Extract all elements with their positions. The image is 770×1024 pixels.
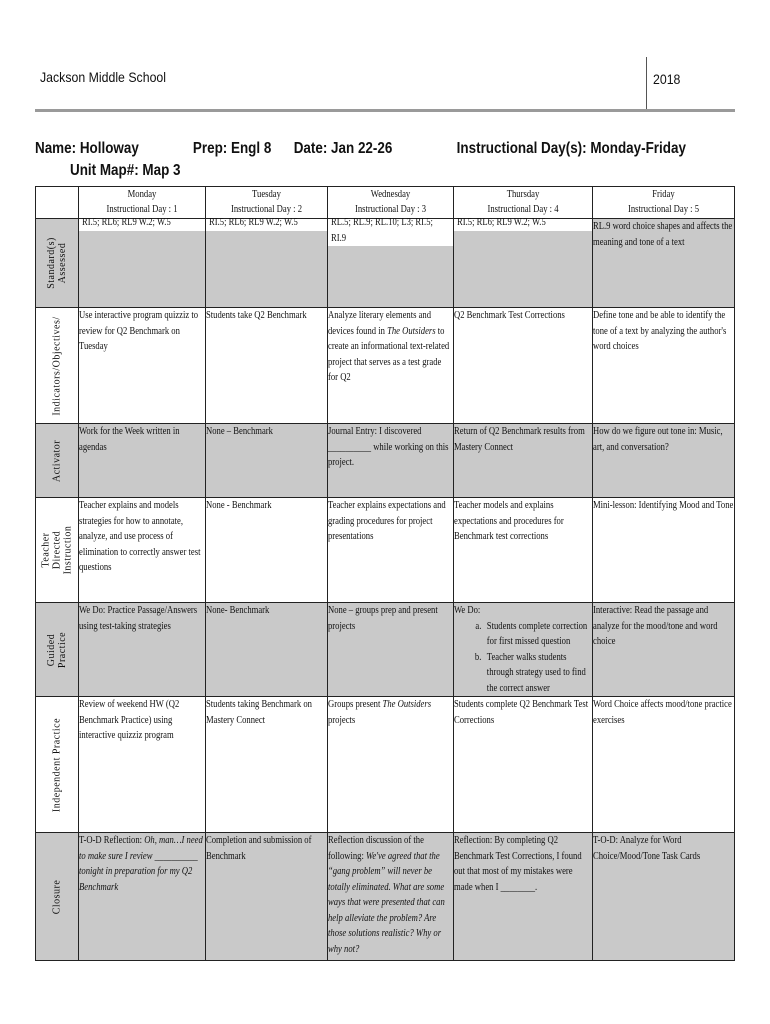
list-item: a. Students complete correction for first missed question: [484, 619, 593, 650]
day-name: Friday: [652, 189, 675, 200]
standards-thursday: RI.5; RL6; RL9 W.2; W.5: [454, 219, 593, 308]
we-do-label: We Do:: [454, 605, 481, 616]
school-name: Jackson Middle School: [40, 69, 167, 85]
day-header-monday: [79, 187, 206, 219]
instructional-days: Instructional Day(s): Monday-Friday: [456, 140, 686, 157]
day-label: Instructional Day : 2: [230, 204, 303, 215]
closure-wednesday: Reflection discussion of the following: We've agreed that the “gang problem” will never be totally eliminated. What are some ways that were presented that can help alleviate the problem? Are those solutions realistic? Why or why not?: [328, 833, 454, 961]
date-range: Date: Jan 22-26: [293, 140, 393, 157]
day-name: Thursday: [506, 189, 540, 200]
standards-wednesday: RL.5; RL.9; RL.10; L3; RI.5; RI.9: [328, 219, 454, 308]
row-label-text: Standard(s) Assessed: [46, 237, 68, 289]
row-label-guided-practice: Guided Practice: [36, 603, 79, 697]
closure-thursday: Reflection: By completing Q2 Benchmark Test Corrections, I found out that most of my mistakes were made when I ________.: [454, 833, 593, 961]
row-activator: [36, 424, 735, 498]
list-item: b. Teacher walks students through strategy used to find the correct answer: [484, 650, 593, 697]
row-label-activator: Activator: [36, 424, 79, 498]
teacher-directed-friday: Mini-lesson: Identifying Mood and Tone: [593, 498, 735, 603]
day-header-tuesday: [206, 187, 328, 219]
guided-tuesday: None- Benchmark: [206, 603, 328, 697]
teacher-name: Name: Holloway: [35, 140, 139, 157]
day-label: Instructional Day : 3: [354, 204, 427, 215]
teacher-directed-thursday: Teacher models and explains expectations and procedures for Benchmark test corrections: [454, 498, 593, 603]
guided-friday: Interactive: Read the passage and analyze for the mood/tone and word choice: [593, 603, 735, 697]
row-independent-practice: [36, 697, 735, 833]
year: 2018: [653, 71, 681, 87]
indicators-tuesday: Students take Q2 Benchmark: [206, 308, 328, 424]
teacher-directed-tuesday: None - Benchmark: [206, 498, 328, 603]
row-label-closure: Closure: [36, 833, 79, 961]
row-label-independent-practice: Independent Practice: [36, 697, 79, 833]
row-closure: [36, 833, 735, 961]
guided-thursday: [454, 603, 593, 697]
guided-monday: We Do: Practice Passage/Answers using test-taking strategies: [79, 603, 206, 697]
closure-friday: T-O-D: Analyze for Word Choice/Mood/Tone Task Cards: [593, 833, 735, 961]
activator-friday: How do we figure out tone in: Music, art, and conversation?: [593, 424, 735, 498]
unit-map: Unit Map#: Map 3: [70, 162, 181, 179]
activator-tuesday: None – Benchmark: [206, 424, 328, 498]
prep: Prep: Engl 8: [192, 140, 272, 157]
activator-thursday: Return of Q2 Benchmark results from Mastery Connect: [454, 424, 593, 498]
row-teacher-directed: [36, 498, 735, 603]
independent-friday: Word Choice affects mood/tone practice exercises: [593, 697, 735, 833]
row-standards: [36, 219, 735, 308]
row-guided-practice: [36, 603, 735, 697]
lesson-plan-table: [35, 186, 735, 961]
day-name: Monday: [127, 189, 157, 200]
standards-friday: RL.9 word choice shapes and affects the meaning and tone of a text: [593, 219, 735, 308]
day-label: Instructional Day : 4: [487, 204, 559, 215]
guided-wednesday: None – groups prep and present projects: [328, 603, 454, 697]
header-divider: [646, 57, 647, 109]
guided-steps-list: [454, 619, 592, 697]
closure-tuesday: Completion and submission of Benchmark: [206, 833, 328, 961]
closure-monday: T-O-D Reflection: Oh, man…I need to make sure I review __________ tonight in preparation for my Q2 Benchmark: [79, 833, 206, 961]
day-header-thursday: [454, 187, 593, 219]
day-name: Tuesday: [252, 189, 281, 200]
corner-cell: [36, 187, 79, 219]
independent-monday: Review of weekend HW (Q2 Benchmark Practice) using interactive quizziz program: [79, 697, 206, 833]
teacher-directed-monday: Teacher explains and models strategies for how to annotate, analyze, and use process of elimination to correctly answer test questions: [79, 498, 206, 603]
row-indicators: [36, 308, 735, 424]
day-label: Instructional Day : 1: [106, 204, 178, 215]
independent-thursday: Students complete Q2 Benchmark Test Corrections: [454, 697, 593, 833]
standards-tuesday: RI.5; RL6; RL9 W.2; W.5: [206, 219, 328, 308]
indicators-thursday: Q2 Benchmark Test Corrections: [454, 308, 593, 424]
row-label-standards: [36, 219, 79, 308]
day-name: Wednesday: [370, 189, 411, 200]
activator-monday: Work for the Week written in agendas: [79, 424, 206, 498]
activator-wednesday: Journal Entry: I discovered __________ while working on this project.: [328, 424, 454, 498]
indicators-friday: Define tone and be able to identify the tone of a text by analyzing the author's word choices: [593, 308, 735, 424]
independent-tuesday: Students taking Benchmark on Mastery Connect: [206, 697, 328, 833]
indicators-wednesday: Analyze literary elements and devices found in The Outsiders to create an informational text-related project that serves as a test grade for Q2: [328, 308, 454, 424]
teacher-directed-wednesday: Teacher explains expectations and grading procedures for project presentations: [328, 498, 454, 603]
page-header: [35, 55, 735, 115]
indicators-monday: Use interactive program quizziz to review for Q2 Benchmark on Tuesday: [79, 308, 206, 424]
day-header-friday: [593, 187, 735, 219]
row-label-indicators: Indicators/Objectives/: [36, 308, 79, 424]
day-header-wednesday: [328, 187, 454, 219]
day-label: Instructional Day : 5: [627, 204, 700, 215]
day-header-row: [36, 187, 735, 219]
independent-wednesday: Groups present The Outsiders projects: [328, 697, 454, 833]
row-label-teacher-directed: Teacher Directed Instruction: [36, 498, 79, 603]
header-rule: [35, 109, 735, 112]
standards-monday: RI.5; RL6; RL9 W.2; W.5: [79, 219, 206, 308]
